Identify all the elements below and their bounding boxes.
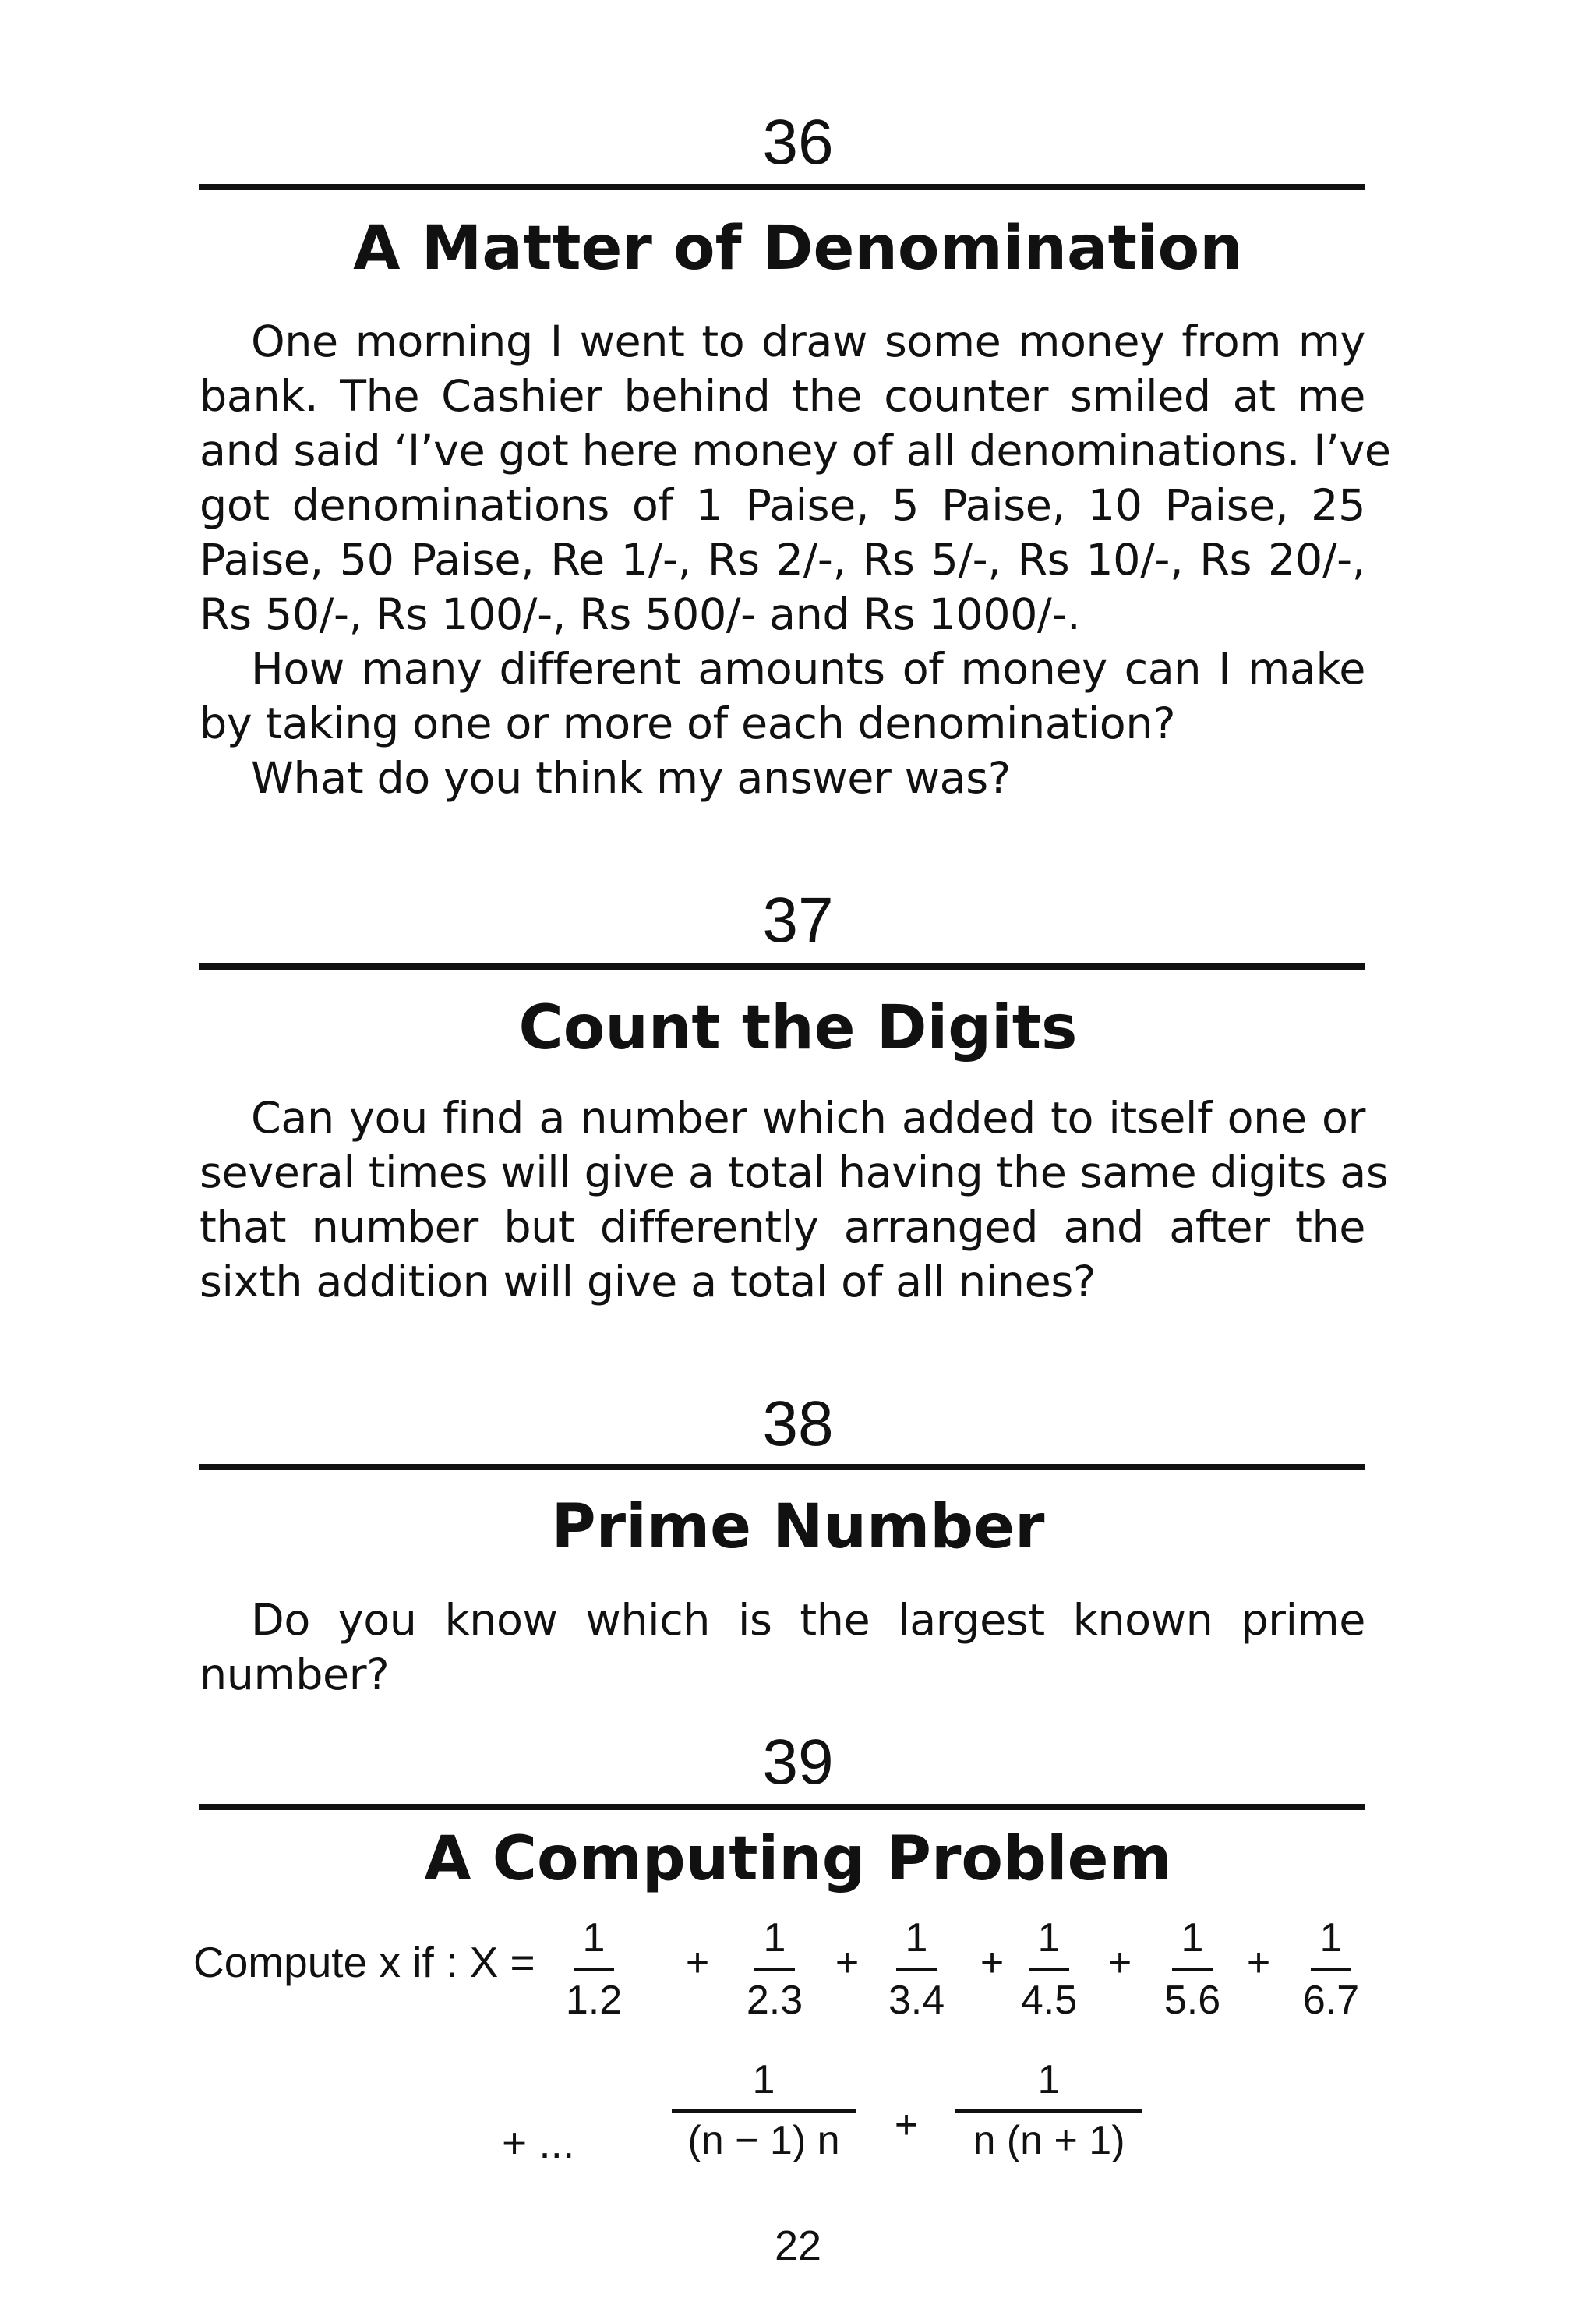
- fraction-bar: [1172, 1968, 1213, 1971]
- body-line: number?: [200, 1649, 390, 1700]
- section-body: [200, 315, 1391, 806]
- section-title: Count the Digits: [518, 993, 1078, 1063]
- fraction-bar: [955, 2109, 1142, 2113]
- body-line: by taking one or more of each denomination?: [200, 698, 1176, 749]
- section-rule: [200, 184, 1365, 190]
- page-number: 22: [774, 2222, 822, 2269]
- fraction-denominator: 1.2: [565, 1978, 623, 2023]
- section-title: Prime Number: [551, 1492, 1045, 1562]
- equation-continuation: + ...: [502, 2119, 575, 2167]
- fraction-numerator: 1: [1037, 2057, 1061, 2102]
- body-line: several times will give a total having the same digits as: [200, 1147, 1389, 1198]
- section-number: 38: [762, 1388, 834, 1459]
- fraction-numerator: 1: [752, 2057, 775, 2102]
- plus-sign: +: [1107, 1940, 1132, 1985]
- plus-sign: +: [835, 1940, 860, 1985]
- fraction-numerator: 1: [905, 1915, 928, 1961]
- fraction-bar: [896, 1968, 937, 1971]
- fraction-denominator: (n − 1) n: [687, 2118, 840, 2163]
- section-rule: [200, 1804, 1365, 1810]
- fraction-bar: [754, 1968, 795, 1971]
- plus-sign: +: [980, 1940, 1005, 1985]
- section-number: 36: [762, 107, 834, 178]
- plus-sign: +: [1246, 1940, 1271, 1985]
- fraction-denominator: 6.7: [1302, 1978, 1360, 2023]
- fraction-numerator: 1: [1319, 1915, 1343, 1961]
- fraction-numerator: 1: [1037, 1915, 1061, 1961]
- fraction-bar: [672, 2109, 856, 2113]
- equation-prefix: Compute x if : X =: [193, 1938, 535, 1986]
- body-line: What do you think my answer was?: [251, 753, 1011, 804]
- fraction-denominator: 5.6: [1163, 1978, 1221, 2023]
- section-number: 39: [762, 1727, 834, 1798]
- body-line: that number but differently arranged and after the: [200, 1202, 1365, 1253]
- plus-sign: +: [685, 1940, 710, 1985]
- section-body: [200, 1091, 1389, 1310]
- body-line: One morning I went to draw some money from my: [251, 316, 1365, 367]
- section-rule: [200, 963, 1365, 970]
- fraction-numerator: 1: [1181, 1915, 1204, 1961]
- section-body: [200, 1593, 1365, 1702]
- fraction-numerator: 1: [763, 1915, 786, 1961]
- body-line: bank. The Cashier behind the counter smiled at me: [200, 371, 1365, 422]
- fraction-denominator: 2.3: [746, 1978, 803, 2023]
- body-line: sixth addition will give a total of all nines?: [200, 1257, 1096, 1307]
- body-line: Rs 50/-, Rs 100/-, Rs 500/- and Rs 1000/-.: [200, 589, 1081, 640]
- section-rule: [200, 1464, 1365, 1470]
- fraction-bar: [1029, 1968, 1069, 1971]
- plus-sign: +: [894, 2102, 919, 2148]
- fraction-denominator: 4.5: [1020, 1978, 1078, 2023]
- body-line: How many different amounts of money can I make: [251, 644, 1365, 695]
- section-title: A Matter of Denomination: [353, 214, 1243, 284]
- fraction-denominator: n (n + 1): [973, 2118, 1125, 2163]
- section-title: A Computing Problem: [424, 1824, 1172, 1894]
- fraction-denominator: 3.4: [888, 1978, 945, 2023]
- body-line: Do you know which is the largest known prime: [251, 1595, 1365, 1646]
- fraction-numerator: 1: [582, 1915, 606, 1961]
- fraction-bar: [574, 1968, 614, 1971]
- fraction-bar: [1311, 1968, 1351, 1971]
- body-line: Paise, 50 Paise, Re 1/-, Rs 2/-, Rs 5/-, Rs 10/-, Rs 20/-,: [200, 535, 1365, 585]
- body-line: Can you find a number which added to itself one or: [251, 1093, 1365, 1144]
- body-line: and said ‘I’ve got here money of all denominations. I’ve: [200, 426, 1391, 476]
- section-number: 37: [762, 885, 834, 956]
- body-line: got denominations of 1 Paise, 5 Paise, 10 Paise, 25: [200, 480, 1365, 531]
